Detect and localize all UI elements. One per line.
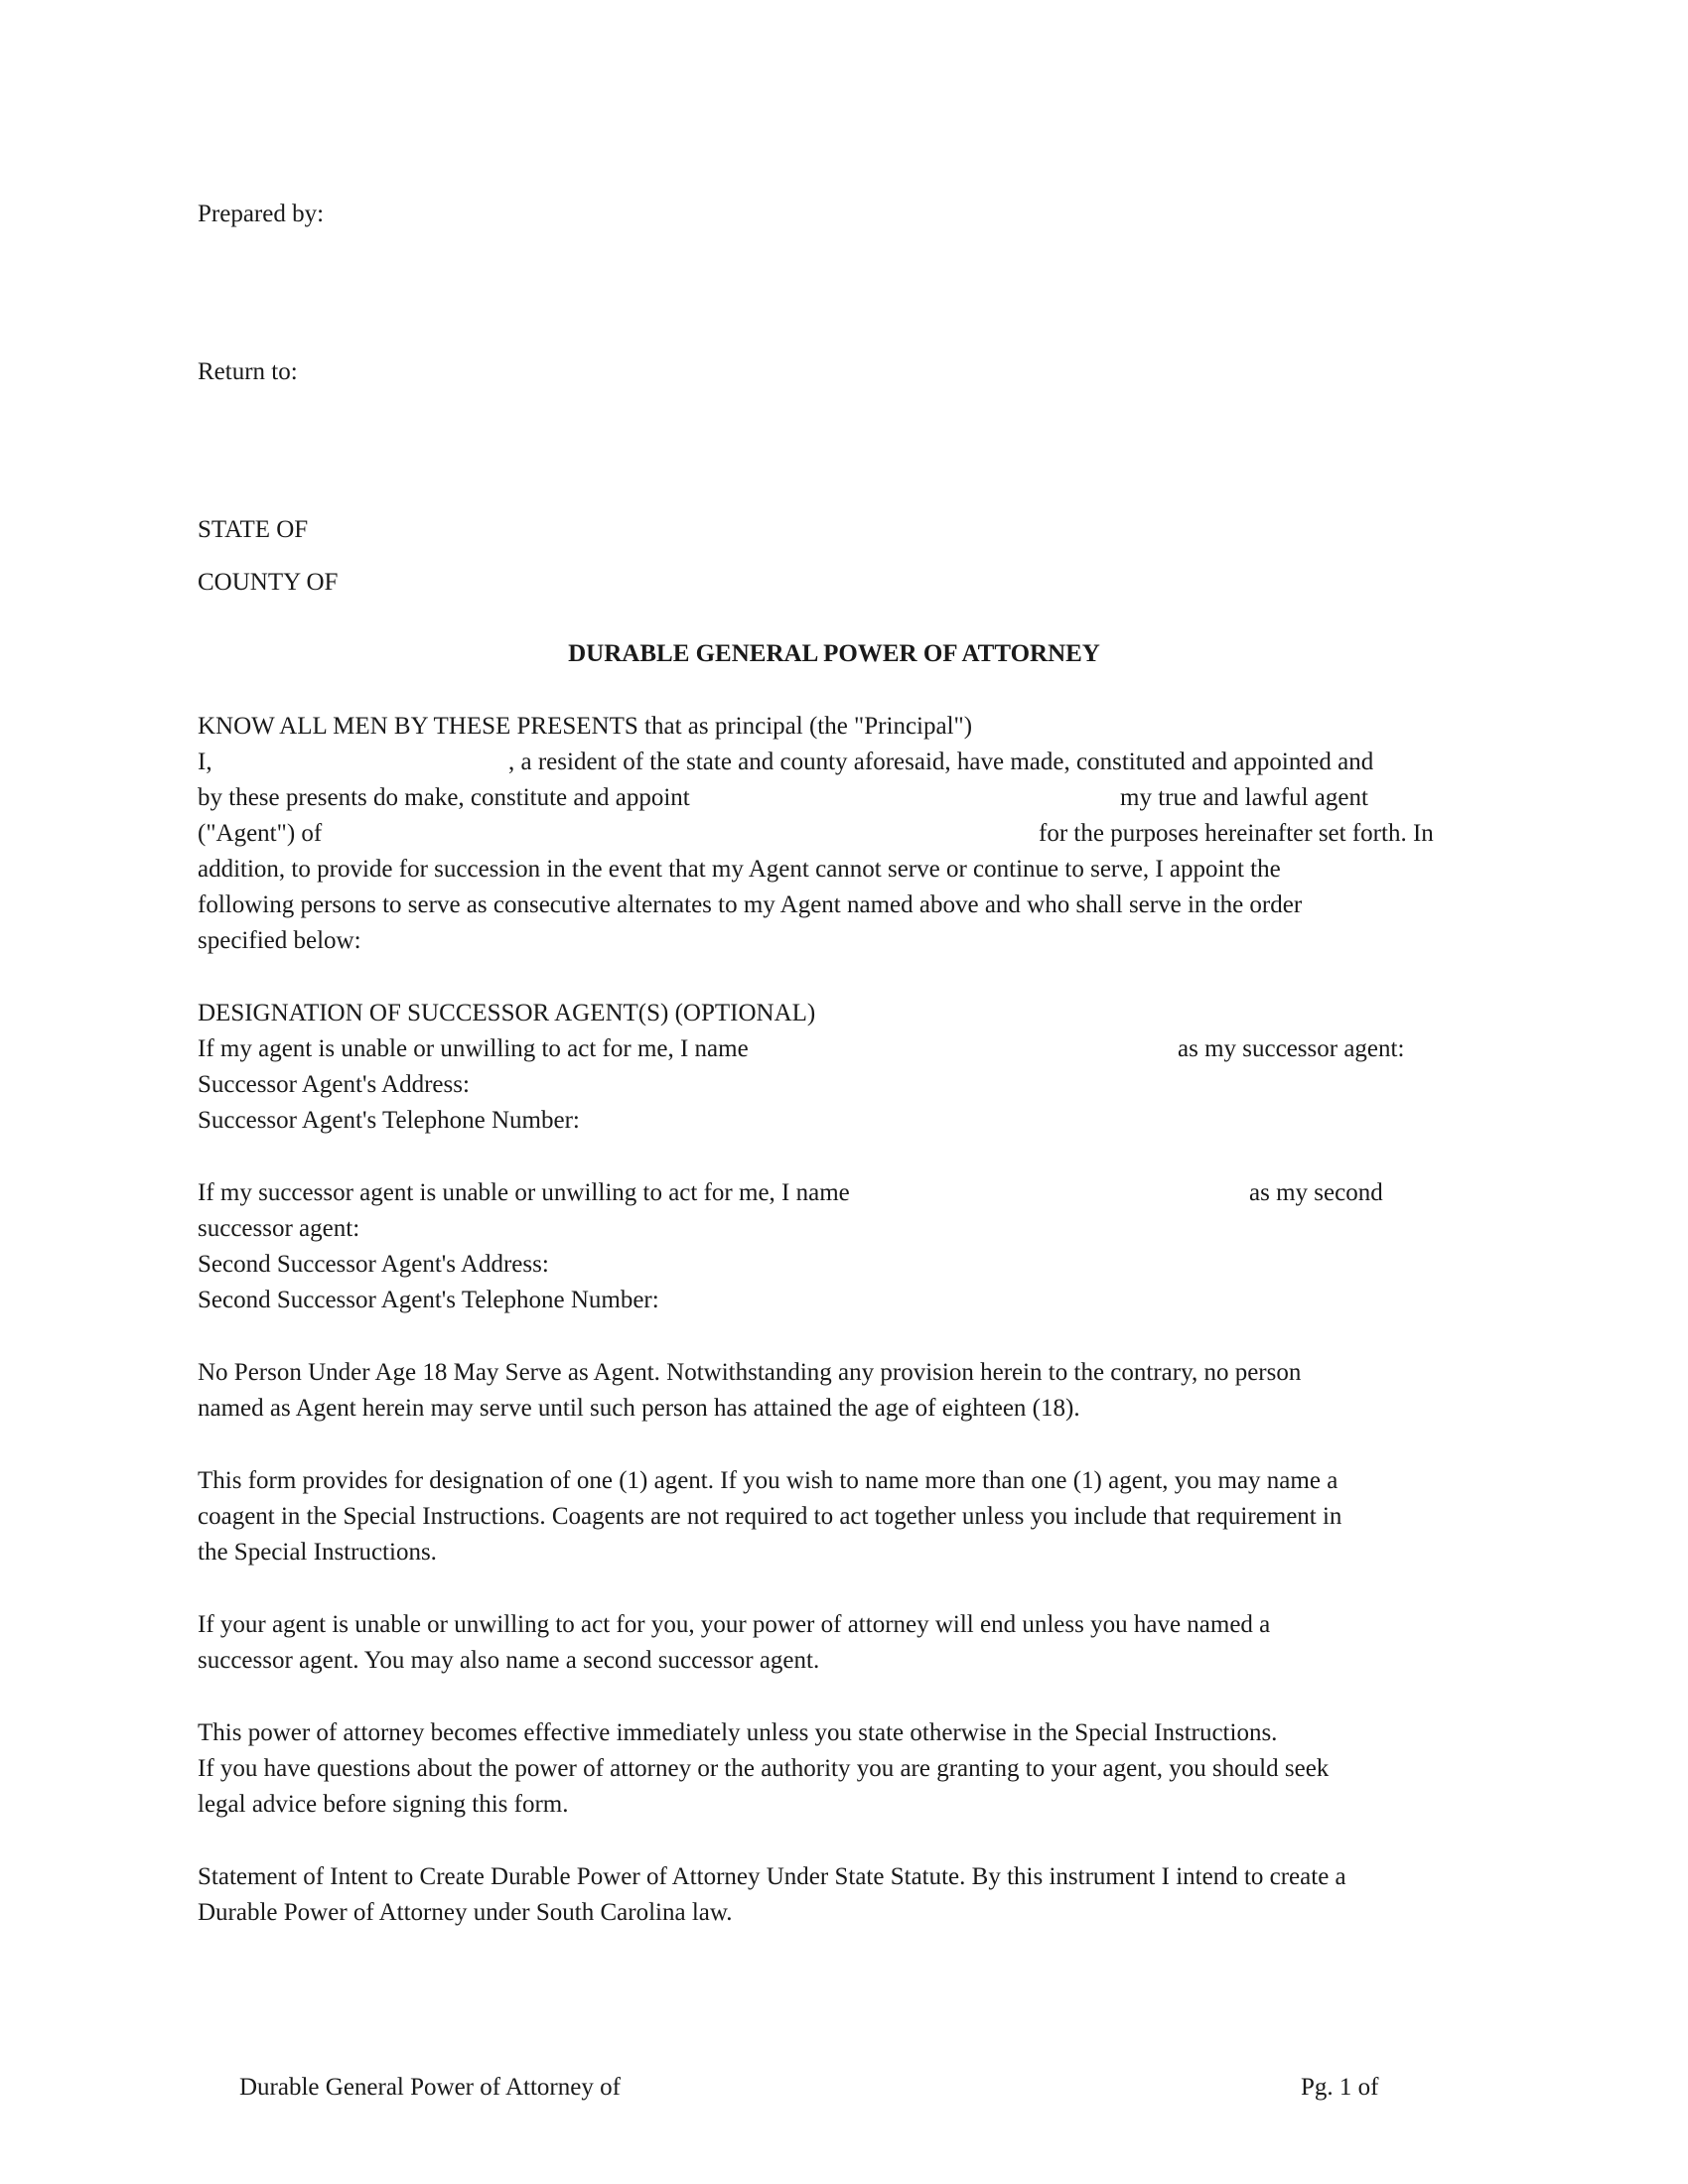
county-of-label: COUNTY OF xyxy=(198,569,339,596)
coagent-paragraph-line-3: the Special Instructions. xyxy=(198,1539,437,1566)
age-paragraph-line-1: No Person Under Age 18 May Serve as Agent. Notwithstanding any provision herein to the contrary, no person xyxy=(198,1359,1302,1386)
intro-line-2-end: , a resident of the state and county aforesaid, have made, constituted and appointed and xyxy=(508,749,1374,775)
intro-line-3-start: by these presents do make, constitute and appoint xyxy=(198,784,690,811)
effective-paragraph-line-1: This power of attorney becomes effective immediately unless you state otherwise in the Special Instructions. xyxy=(198,1719,1278,1746)
intro-line-3-end: my true and lawful agent xyxy=(1120,784,1368,811)
effective-paragraph-line-3: legal advice before signing this form. xyxy=(198,1791,569,1818)
coagent-paragraph-line-2: coagent in the Special Instructions. Coagents are not required to act together unless you include that requirement in xyxy=(198,1503,1342,1530)
successor-heading: DESIGNATION OF SUCCESSOR AGENT(S) (OPTIONAL) xyxy=(198,1000,816,1026)
second-successor-line-end: as my second xyxy=(1249,1179,1383,1206)
second-successor-address-label: Second Successor Agent's Address: xyxy=(198,1251,549,1278)
successor-address-label: Successor Agent's Address: xyxy=(198,1071,470,1098)
footer-page-number: Pg. 1 of xyxy=(1301,2074,1379,2101)
coagent-paragraph-line-1: This form provides for designation of one (1) agent. If you wish to name more than one (1) agent, you may name a xyxy=(198,1467,1338,1494)
intro-line-5: addition, to provide for succession in the event that my Agent cannot serve or continue to serve, I appoint the xyxy=(198,856,1281,883)
state-of-label: STATE OF xyxy=(198,516,309,543)
successor-line-end: as my successor agent: xyxy=(1178,1035,1405,1062)
successor-phone-label: Successor Agent's Telephone Number: xyxy=(198,1107,580,1134)
age-paragraph-line-2: named as Agent herein may serve until such person has attained the age of eighteen (18). xyxy=(198,1395,1080,1422)
second-successor-line-start: If my successor agent is unable or unwilling to act for me, I name xyxy=(198,1179,850,1206)
footer-left: Durable General Power of Attorney of xyxy=(239,2074,621,2101)
intent-paragraph-line-1: Statement of Intent to Create Durable Power of Attorney Under State Statute. By this instrument I intend to create a xyxy=(198,1863,1346,1890)
document-title: DURABLE GENERAL POWER OF ATTORNEY xyxy=(568,640,1100,667)
intro-line-4-end: for the purposes hereinafter set forth. In xyxy=(1039,820,1434,847)
second-successor-line-cont: successor agent: xyxy=(198,1215,360,1242)
end-paragraph-line-1: If your agent is unable or unwilling to act for you, your power of attorney will end unless you have named a xyxy=(198,1611,1271,1638)
intro-line-6: following persons to serve as consecutive alternates to my Agent named above and who shall serve in the order xyxy=(198,891,1303,918)
effective-paragraph-line-2: If you have questions about the power of attorney or the authority you are granting to your agent, you should seek xyxy=(198,1755,1330,1782)
intent-paragraph-line-2: Durable Power of Attorney under South Carolina law. xyxy=(198,1899,733,1926)
intro-line-4-start: ("Agent") of xyxy=(198,820,323,847)
intro-line-7: specified below: xyxy=(198,927,361,954)
intro-line-1: KNOW ALL MEN BY THESE PRESENTS that as principal (the "Principal") xyxy=(198,713,973,740)
prepared-by-label: Prepared by: xyxy=(198,201,325,227)
intro-line-2-start: I, xyxy=(198,749,212,775)
successor-line-start: If my agent is unable or unwilling to act for me, I name xyxy=(198,1035,749,1062)
return-to-label: Return to: xyxy=(198,358,298,385)
second-successor-phone-label: Second Successor Agent's Telephone Number: xyxy=(198,1287,659,1313)
end-paragraph-line-2: successor agent. You may also name a second successor agent. xyxy=(198,1647,820,1674)
